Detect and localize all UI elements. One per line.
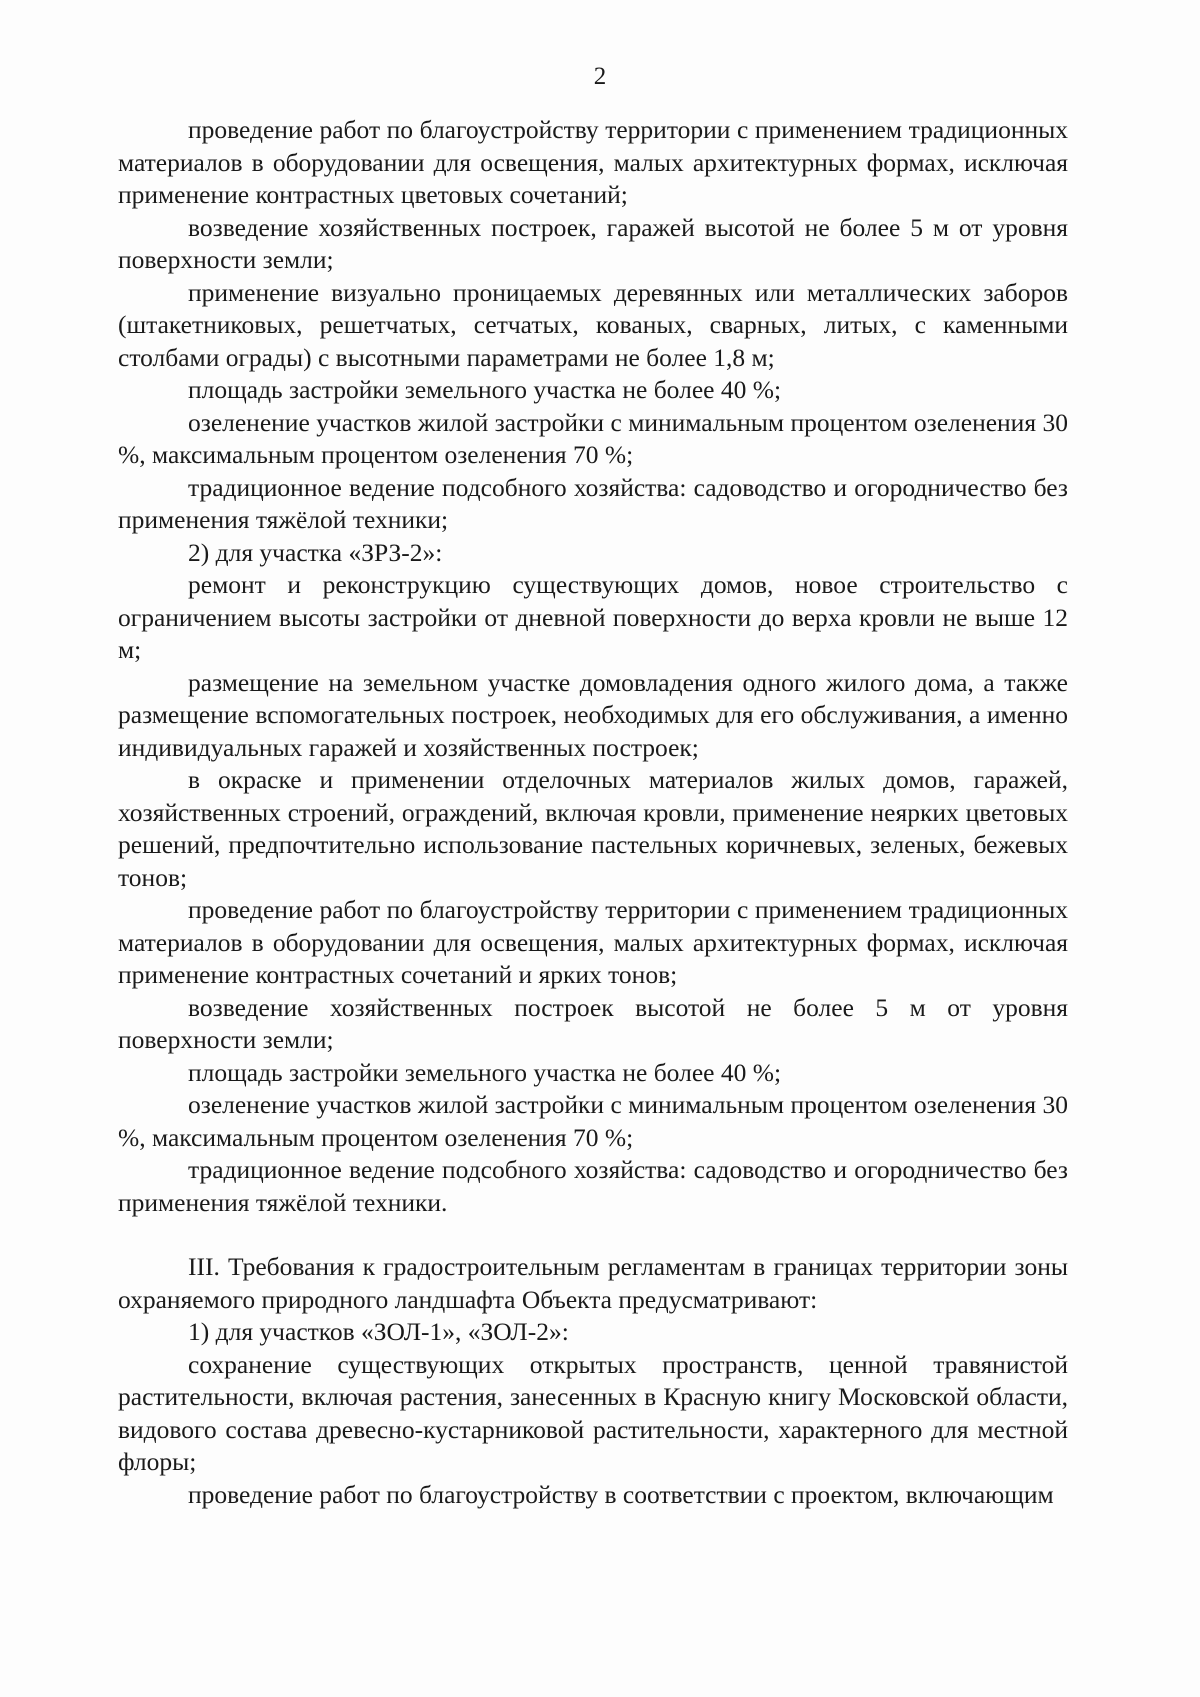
paragraph-fences: применение визуально проницаемых деревянных или металлических заборов (штакетниковых, решетчатых, сетчатых, кованых, сварных, литых, с каменными столбами ограды) с высотными параметрами не более 1,8 м; — [118, 277, 1068, 372]
page-number: 2 — [593, 63, 607, 90]
section-iii-heading: III. Требования к градостроительным регламентам в границах территории зоны охраняемого природного ландшафта Объекта предусматривают: — [118, 1252, 1068, 1314]
paragraph-coloring: в окраске и применении отделочных материалов жилых домов, гаражей, хозяйственных строений, ограждений, включая кровли, применение неярких цветовых решений, предпочтительно использование пастельных коричневых, зеленых, бежевых тонов; — [118, 765, 1068, 892]
document-body — [118, 114, 1068, 1511]
paragraph-landscaping-1: проведение работ по благоустройству территории с применением традиционных материалов в оборудовании для освещения, малых архитектурных формах, исключая применение контрастных цветовых сочетаний; — [118, 115, 1068, 209]
paragraph-farming-1: традиционное ведение подсобного хозяйства: садоводство и огородничество без применения тяжёлой техники; — [118, 472, 1068, 534]
paragraph-outbuildings-2: возведение хозяйственных построек высотой не более 5 м от уровня поверхности земли; — [118, 992, 1068, 1054]
paragraph-building-area-2: площадь застройки земельного участка не более 40 %; — [188, 1057, 782, 1087]
paragraph-landscaping-2: проведение работ по благоустройству территории с применением традиционных материалов в оборудовании для освещения, малых архитектурных формах, исключая применение контрастных сочетаний и ярких тонов; — [118, 895, 1068, 989]
paragraph-outbuildings-1: возведение хозяйственных построек, гаражей высотой не более 5 м от уровня поверхности земли; — [118, 212, 1068, 274]
paragraph-renovation: ремонт и реконструкцию существующих домов, новое строительство с ограничением высоты застройки от дневной поверхности до верха кровли не выше 12 м; — [118, 570, 1068, 664]
paragraph-zol-heading: 1) для участков «ЗОЛ-1», «ЗОЛ-2»: — [188, 1317, 569, 1346]
paragraph-landscaping-project: проведение работ по благоустройству в соответствии с проектом, включающим — [188, 1479, 1054, 1509]
paragraph-placement: размещение на земельном участке домовладения одного жилого дома, а также размещение вспомогательных построек, необходимых для его обслуживания, а именно индивидуальных гаражей и хозяйственных построек; — [118, 667, 1068, 762]
paragraph-farming-2: традиционное ведение подсобного хозяйства: садоводство и огородничество без применения тяжёлой техники. — [118, 1155, 1068, 1217]
paragraph-greening-1: озеленение участков жилой застройки с минимальным процентом озеленения 30 %, максимальным процентом озеленения 70 %; — [118, 407, 1068, 469]
paragraph-building-area-1: площадь застройки земельного участка не более 40 %; — [188, 375, 782, 404]
paragraph-zrz2-heading: 2) для участка «ЗРЗ-2»: — [188, 537, 443, 567]
paragraph-preservation: сохранение существующих открытых пространств, ценной травянистой растительности, включая растения, занесенных в Красную книгу Московской области, видового состава древесно-кустарниковой растительности, характерного для местной флоры; — [118, 1349, 1068, 1476]
paragraph-greening-2: озеленение участков жилой застройки с минимальным процентом озеленения 30 %, максимальным процентом озеленения 70 %; — [118, 1090, 1068, 1152]
